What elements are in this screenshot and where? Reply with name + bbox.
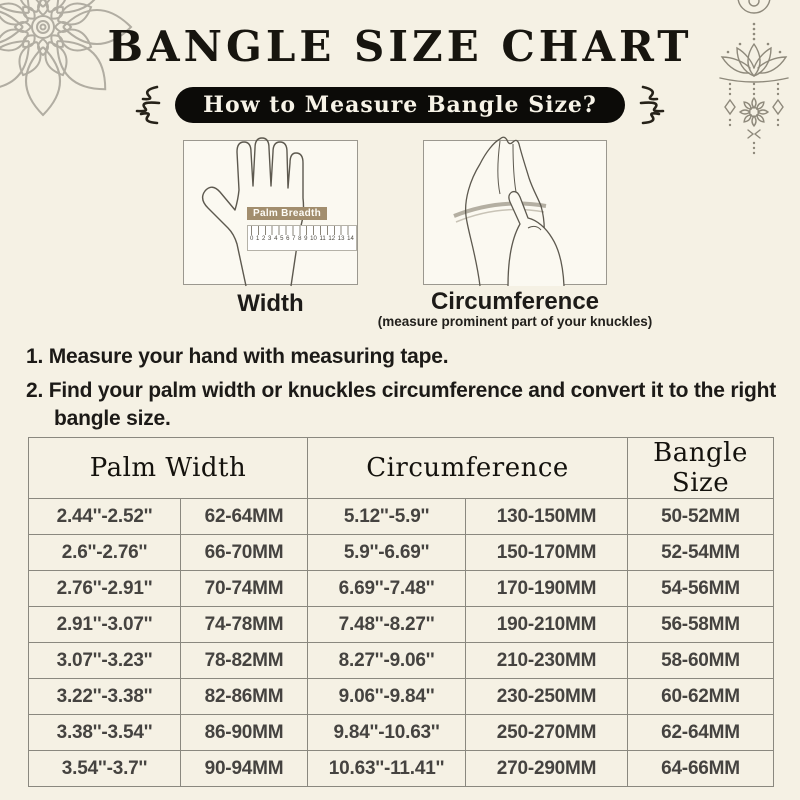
table-cell: 62-64MM (181, 499, 308, 535)
table-cell: 3.07''-3.23'' (29, 643, 181, 679)
table-cell: 9.84''-10.63'' (308, 715, 466, 751)
table-cell: 52-54MM (628, 535, 774, 571)
palm-breadth-tag: Palm Breadth (247, 207, 327, 220)
table-cell: 150-170MM (466, 535, 628, 571)
table-cell: 170-190MM (466, 571, 628, 607)
table-cell: 70-74MM (181, 571, 308, 607)
instructions (26, 343, 782, 439)
instruction-step-2: 2. Find your palm width or knuckles circumference and convert it to the right bangle size. (26, 379, 777, 430)
table-cell: 6.69''-7.48'' (308, 571, 466, 607)
ruler-number: 5 (280, 236, 284, 242)
circumference-hands-icon (424, 132, 608, 286)
ruler-number: 1 (256, 236, 260, 242)
ruler-ticks (251, 226, 353, 235)
table-cell: 5.9''-6.69'' (308, 535, 466, 571)
table-cell: 2.91''-3.07'' (29, 607, 181, 643)
table-cell: 250-270MM (466, 715, 628, 751)
page-title: BANGLE SIZE CHART (107, 22, 693, 71)
table-cell: 3.22''-3.38'' (29, 679, 181, 715)
table-row (29, 715, 774, 751)
table-cell: 78-82MM (181, 643, 308, 679)
table-cell: 3.38''-3.54'' (29, 715, 181, 751)
circumference-label: Circumference (430, 288, 600, 315)
table-cell: 66-70MM (181, 535, 308, 571)
table-row (29, 679, 774, 715)
header-circumference: Circumference (308, 438, 628, 499)
circumference-note: (measure prominent part of your knuckles) (377, 314, 653, 329)
table-cell: 82-86MM (181, 679, 308, 715)
ruler-number: 2 (262, 236, 266, 242)
table-cell: 5.12''-5.9'' (308, 499, 466, 535)
table-cell: 58-60MM (628, 643, 774, 679)
instruction-step-1: 1. Measure your hand with measuring tape. (26, 345, 449, 368)
table-cell: 60-62MM (628, 679, 774, 715)
ruler-number: 10 (310, 236, 317, 242)
width-label: Width (237, 290, 304, 317)
table-row (29, 643, 774, 679)
size-table-body (29, 499, 774, 787)
table-cell: 2.6''-2.76'' (29, 535, 181, 571)
ruler-number: 11 (319, 236, 326, 242)
circumference-illustration-box (423, 140, 607, 285)
table-cell: 64-66MM (628, 751, 774, 787)
ruler-number: 13 (337, 236, 345, 242)
table-cell: 190-210MM (466, 607, 628, 643)
flourish-right-icon (637, 84, 667, 126)
table-cell: 10.63''-11.41'' (308, 751, 466, 787)
ruler-number: 0 (250, 236, 254, 242)
ruler-number: 7 (292, 236, 296, 242)
ruler-numbers (250, 236, 354, 243)
table-cell: 2.76''-2.91'' (29, 571, 181, 607)
size-table (28, 437, 774, 787)
table-row (29, 499, 774, 535)
table-cell: 130-150MM (466, 499, 628, 535)
table-cell: 56-58MM (628, 607, 774, 643)
table-cell: 2.44''-2.52'' (29, 499, 181, 535)
header-bangle-size: Bangle Size (628, 438, 774, 499)
table-header-row (29, 438, 774, 499)
table-cell: 210-230MM (466, 643, 628, 679)
ruler-number: 4 (274, 236, 278, 242)
subtitle-pill: How to Measure Bangle Size? (175, 87, 625, 123)
subtitle-row (0, 84, 800, 126)
table-cell: 3.54''-3.7'' (29, 751, 181, 787)
ruler-number: 14 (347, 236, 354, 242)
table-cell: 8.27''-9.06'' (308, 643, 466, 679)
header-palm-width: Palm Width (29, 438, 308, 499)
table-cell: 270-290MM (466, 751, 628, 787)
table-row (29, 607, 774, 643)
table-cell: 50-52MM (628, 499, 774, 535)
ruler-number: 3 (268, 236, 272, 242)
ruler-number: 9 (304, 236, 308, 242)
table-cell: 9.06''-9.84'' (308, 679, 466, 715)
table-cell: 74-78MM (181, 607, 308, 643)
ruler-number: 12 (328, 236, 336, 242)
table-cell: 62-64MM (628, 715, 774, 751)
table-row (29, 535, 774, 571)
table-row (29, 571, 774, 607)
table-cell: 86-90MM (181, 715, 308, 751)
table-cell: 90-94MM (181, 751, 308, 787)
table-cell: 230-250MM (466, 679, 628, 715)
width-illustration-box (183, 140, 358, 285)
ruler-number: 8 (298, 236, 302, 242)
ruler-number: 6 (286, 236, 290, 242)
ruler (247, 225, 357, 251)
table-cell: 54-56MM (628, 571, 774, 607)
table-row (29, 751, 774, 787)
table-cell: 7.48''-8.27'' (308, 607, 466, 643)
flourish-left-icon (133, 84, 163, 126)
